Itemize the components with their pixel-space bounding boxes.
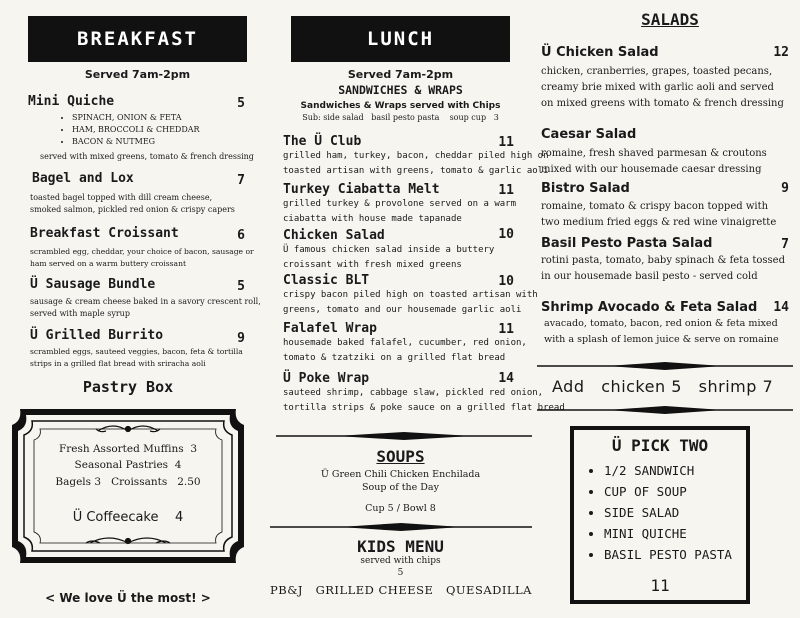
lunch-item-price: 10 — [498, 227, 514, 242]
lunch-item-price: 10 — [498, 274, 514, 289]
description-line: Ü famous chicken salad inside a buttery — [283, 245, 495, 255]
description-line: sauteed shrimp, cabbage slaw, pickled red onion, — [283, 388, 544, 398]
description-line: scrambled egg, cheddar, your choice of bacon, sausage or — [30, 247, 254, 256]
sandwiches-note: Sandwiches & Wraps served with Chips — [300, 101, 501, 111]
bagels-label: Bagels 3 — [55, 476, 102, 488]
lunch-item-description — [283, 386, 565, 416]
lunch-item-name: Chicken Salad — [283, 228, 385, 243]
salad-item-name: Caesar Salad — [541, 127, 637, 142]
description-line: toasted artisan with greens, tomato & garlic aoli — [283, 166, 549, 176]
breakfast-item-name: Ü Grilled Burrito — [30, 328, 164, 343]
lunch-item-price: 11 — [498, 322, 514, 337]
description-line: in our housemade basil pesto - served cold — [541, 271, 758, 282]
breakfast-item-description — [30, 246, 254, 270]
description-line: tortilla strips & poke sauce on a grilled flat bread — [283, 403, 565, 413]
breakfast-item-description: served with mixed greens, tomato & french dressing — [40, 152, 254, 161]
quiche-option: • HAM, BROCCOLI & CHEDDAR — [72, 124, 200, 136]
pick-two-options — [588, 460, 732, 565]
lunch-item-description — [283, 197, 516, 227]
description-line: rotini pasta, tomato, baby spinach & feta tossed — [541, 255, 785, 266]
breakfast-item-price: 9 — [237, 331, 245, 346]
description-line: served with maple syrup — [30, 309, 130, 318]
lunch-item-name: Falafel Wrap — [283, 321, 377, 336]
pick-two-box — [570, 426, 750, 604]
description-line: grilled ham, turkey, bacon, cheddar piled high on — [283, 151, 549, 161]
breakfast-item-description — [30, 296, 261, 320]
salad-item-description — [541, 64, 784, 112]
pastry-line-label: Fresh Assorted Muffins — [58, 443, 184, 455]
kids-item: QUESADILLA — [445, 583, 532, 597]
description-line: toasted bagel topped with dill cream cheese, — [30, 193, 213, 202]
breakfast-item-name: Mini Quiche — [28, 94, 115, 109]
croissants-label: Croissants — [111, 476, 168, 488]
description-line: on mixed greens with tomato & french dressing — [541, 98, 784, 109]
salad-item-price: 9 — [781, 181, 789, 196]
description-line: strips in a grilled flat bread with sriracha aoli — [30, 359, 206, 368]
breakfast-item-name: Ü Sausage Bundle — [30, 277, 156, 292]
pick-two-option: • CUP OF SOUP — [604, 481, 732, 502]
description-line: mixed with our housemade caesar dressing — [541, 164, 762, 175]
salad-item-name: Shrimp Avocado & Feta Salad — [541, 300, 758, 315]
breakfast-item-price: 5 — [237, 279, 245, 294]
lunch-item-price: 11 — [498, 135, 514, 150]
pastry-title: Pastry Box — [82, 378, 174, 396]
salad-item-name: Ü Chicken Salad — [541, 45, 659, 60]
description-line: greens, tomato and our housemade garlic aoli — [283, 305, 522, 315]
description-line: romaine, fresh shaved parmesan & croutons — [541, 148, 767, 159]
description-line: tomato & tzatziki on a grilled flat bread — [283, 353, 506, 363]
pick-two-option: • BASIL PESTO PASTA — [604, 544, 732, 565]
lunch-item-price: 14 — [498, 371, 514, 386]
lunch-item-name: The Ü Club — [283, 134, 362, 149]
pick-two-option: • MINI QUICHE — [604, 523, 732, 544]
lunch-item-description — [283, 149, 549, 179]
lunch-item-price: 11 — [498, 183, 514, 198]
salad-item-price: 12 — [773, 45, 789, 60]
description-line: two medium fried eggs & red wine vinaigrette — [541, 217, 777, 228]
description-line: housemade baked falafel, cucumber, red onion, — [283, 338, 527, 348]
description-line: romaine, tomato & crispy bacon topped with — [541, 201, 769, 212]
description-line: sausage & cream cheese baked in a savory crescent roll, — [30, 297, 261, 306]
quiche-option: • BACON & NUTMEG — [72, 136, 200, 148]
pick-two-price: 11 — [650, 576, 670, 595]
soups-heading: SOUPS — [376, 447, 425, 466]
add-chicken: chicken 5 — [601, 377, 682, 396]
salad-item-description — [544, 316, 779, 348]
description-line: smoked salmon, pickled red onion & crispy capers — [30, 205, 235, 214]
kids-items — [270, 583, 532, 597]
breakfast-item-name: Breakfast Croissant — [30, 226, 179, 241]
coffeecake-label: Ü Coffeecake — [72, 510, 159, 525]
add-divider-bottom — [537, 405, 793, 415]
salad-item-name: Basil Pesto Pasta Salad — [541, 236, 713, 251]
lunch-item-name: Ü Poke Wrap — [283, 371, 370, 386]
lunch-item-name: Classic BLT — [283, 273, 370, 288]
lunch-item-description — [283, 243, 494, 273]
soups-price: Cup 5 / Bowl 8 — [365, 503, 436, 514]
description-line: scrambled eggs, sauteed veggies, bacon, feta & tortilla — [30, 347, 243, 356]
kids-heading: KIDS MENU — [357, 537, 444, 556]
salad-item-price: 7 — [781, 237, 789, 252]
breakfast-item-price: 7 — [237, 173, 245, 188]
description-line: creamy brie mixed with garlic aoli and served — [541, 82, 774, 93]
sandwiches-subheading: SANDWICHES & WRAPS — [338, 83, 463, 97]
description-line: with a splash of lemon juice & serve on romaine — [544, 334, 779, 345]
salad-item-description — [541, 146, 767, 178]
breakfast-item-price: 6 — [237, 228, 245, 243]
lunch-item-description — [283, 288, 538, 318]
description-line: ciabatta with house made tapanade — [283, 214, 462, 224]
add-label: Add — [552, 377, 585, 396]
salad-item-description — [541, 199, 776, 231]
add-shrimp: shrimp 7 — [698, 377, 774, 396]
salad-item-price: 14 — [773, 300, 789, 315]
description-line: crispy bacon piled high on toasted artisan with — [283, 290, 538, 300]
lunch-served: Served 7am-2pm — [347, 68, 454, 81]
kids-price: 5 — [397, 568, 404, 578]
footer-tagline: < We love Ü the most! > — [45, 591, 211, 605]
soups-divider — [276, 431, 532, 441]
pick-two-title: Ü PICK TWO — [611, 436, 709, 455]
salads-heading: SALADS — [641, 10, 699, 29]
breakfast-served: Served 7am-2pm — [84, 68, 191, 81]
breakfast-heading: BREAKFAST — [77, 28, 198, 50]
lunch-heading: LUNCH — [366, 28, 435, 50]
croissants-price: 2.50 — [177, 476, 201, 488]
breakfast-item-name: Bagel and Lox — [32, 171, 134, 186]
breakfast-banner — [28, 16, 247, 62]
kids-item: PB&J — [270, 583, 304, 597]
pastry-line — [10, 476, 246, 488]
soups-line: Soup of the Day — [362, 482, 439, 493]
lunch-item-description — [283, 336, 527, 366]
lunch-banner — [291, 16, 510, 62]
salad-item-description — [541, 253, 785, 285]
kids-divider — [270, 522, 532, 532]
breakfast-item-description — [30, 346, 243, 370]
description-line: grilled turkey & provolone served on a warm — [283, 199, 516, 209]
description-line: avacado, tomato, bacon, red onion & feta mixed — [544, 318, 778, 329]
description-line: chicken, cranberries, grapes, toasted pecans, — [541, 66, 773, 77]
description-line: ham served on a warm buttery croissant — [30, 259, 187, 268]
pastry-line-label: Seasonal Pastries — [74, 459, 169, 471]
breakfast-item-price: 5 — [237, 96, 245, 111]
salad-item-name: Bistro Salad — [541, 181, 630, 196]
coffeecake-price: 4 — [175, 510, 184, 525]
add-ons — [552, 377, 773, 396]
soups-line: Ü Green Chili Chicken Enchilada — [320, 469, 481, 480]
pastry-line-price: 3 — [190, 443, 198, 455]
pastry-line — [10, 459, 246, 471]
kids-note: served with chips — [360, 556, 441, 566]
add-divider-top — [537, 361, 793, 371]
kids-item: GRILLED CHEESE — [315, 583, 434, 597]
sandwiches-sub-note: Sub: side salad basil pesto pasta soup cup 3 — [302, 113, 499, 122]
quiche-option: • SPINACH, ONION & FETA — [72, 112, 200, 124]
lunch-item-name: Turkey Ciabatta Melt — [283, 182, 440, 197]
pastry-line — [10, 443, 246, 455]
breakfast-item-description — [30, 192, 235, 216]
coffeecake-line — [10, 510, 246, 525]
pastry-line-price: 4 — [174, 459, 182, 471]
pick-two-option: • SIDE SALAD — [604, 502, 732, 523]
description-line: croissant with fresh mixed greens — [283, 260, 462, 270]
pick-two-option: • 1/2 SANDWICH — [604, 460, 732, 481]
quiche-options — [56, 112, 200, 148]
